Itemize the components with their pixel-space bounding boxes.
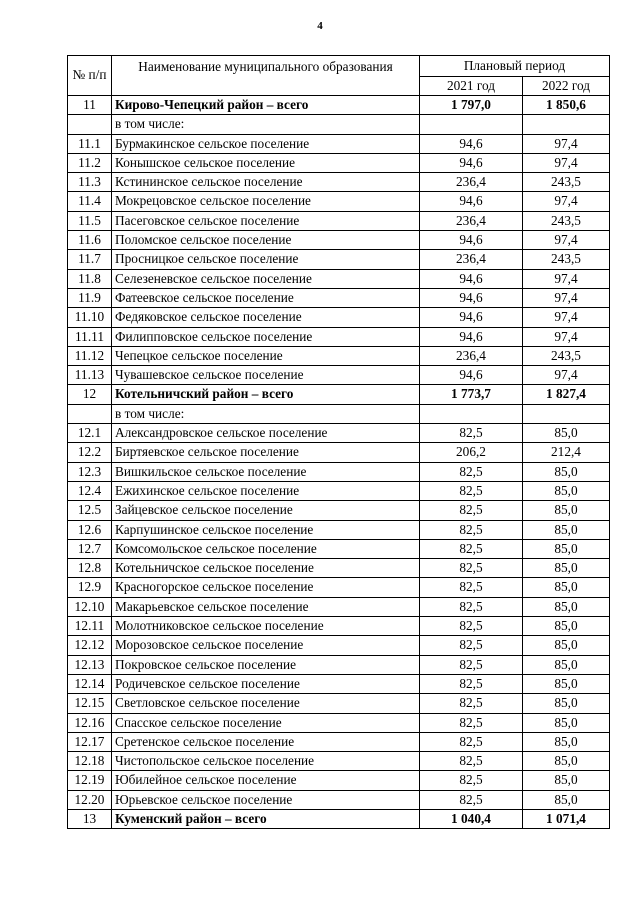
- header-name: Наименование муниципального образования: [112, 56, 420, 96]
- row-number: 11.2: [68, 153, 112, 172]
- table-row: [68, 443, 610, 462]
- row-value-2021: 1 797,0: [420, 96, 523, 115]
- row-value-2021: 1 040,4: [420, 809, 523, 828]
- table-row: [68, 173, 610, 192]
- row-value-2021: 94,6: [420, 192, 523, 211]
- row-value-2021: 82,5: [420, 713, 523, 732]
- header-year-2021: 2021 год: [420, 77, 523, 96]
- row-name: в том числе:: [112, 115, 420, 134]
- row-number: 11.12: [68, 346, 112, 365]
- table-row: [68, 578, 610, 597]
- row-name: Фатеевское сельское поселение: [112, 288, 420, 307]
- row-value-2022: 85,0: [523, 424, 610, 443]
- row-name: Просницкое сельское поселение: [112, 250, 420, 269]
- row-name: Юбилейное сельское поселение: [112, 771, 420, 790]
- row-name: Красногорское сельское поселение: [112, 578, 420, 597]
- row-value-2022: 97,4: [523, 288, 610, 307]
- row-name: в том числе:: [112, 404, 420, 423]
- row-value-2021: 82,5: [420, 481, 523, 500]
- row-value-2021: 82,5: [420, 790, 523, 809]
- row-value-2021: 82,5: [420, 771, 523, 790]
- table-row: [68, 501, 610, 520]
- row-value-2021: [420, 115, 523, 134]
- table-row: [68, 790, 610, 809]
- row-name: Куменский район – всего: [112, 809, 420, 828]
- row-value-2021: 82,5: [420, 424, 523, 443]
- row-value-2021: 94,6: [420, 327, 523, 346]
- row-value-2021: 82,5: [420, 462, 523, 481]
- row-number: 11.9: [68, 288, 112, 307]
- table-row: [68, 192, 610, 211]
- table-row: [68, 153, 610, 172]
- row-number: 11.8: [68, 269, 112, 288]
- row-value-2022: 85,0: [523, 674, 610, 693]
- row-value-2021: 82,5: [420, 732, 523, 751]
- row-name: Комсомольское сельское поселение: [112, 539, 420, 558]
- row-value-2021: 236,4: [420, 346, 523, 365]
- row-value-2022: 97,4: [523, 231, 610, 250]
- row-value-2022: 243,5: [523, 173, 610, 192]
- row-number: [68, 404, 112, 423]
- row-value-2022: 1 827,4: [523, 385, 610, 404]
- row-name: Александровское сельское поселение: [112, 424, 420, 443]
- table-row: [68, 636, 610, 655]
- row-name: Котельничский район – всего: [112, 385, 420, 404]
- row-name: Юрьевское сельское поселение: [112, 790, 420, 809]
- table-row: [68, 115, 610, 134]
- table-row: [68, 539, 610, 558]
- table-row: [68, 346, 610, 365]
- row-number: 12.9: [68, 578, 112, 597]
- table-row: [68, 713, 610, 732]
- row-value-2022: 243,5: [523, 346, 610, 365]
- row-name: Котельничское сельское поселение: [112, 559, 420, 578]
- table-row: [68, 231, 610, 250]
- budget-table: [67, 55, 610, 829]
- row-name: Морозовское сельское поселение: [112, 636, 420, 655]
- row-number: 11.7: [68, 250, 112, 269]
- table-row: [68, 134, 610, 153]
- row-value-2021: 82,5: [420, 674, 523, 693]
- row-value-2022: 85,0: [523, 481, 610, 500]
- row-name: Филипповское сельское поселение: [112, 327, 420, 346]
- row-name: Вишкильское сельское поселение: [112, 462, 420, 481]
- table-row: [68, 211, 610, 230]
- table-row: [68, 250, 610, 269]
- row-number: 11.11: [68, 327, 112, 346]
- table-row: [68, 520, 610, 539]
- row-number: 12.1: [68, 424, 112, 443]
- row-name: Кстининское сельское поселение: [112, 173, 420, 192]
- table-row: [68, 694, 610, 713]
- table-row: [68, 308, 610, 327]
- table-row: [68, 481, 610, 500]
- row-value-2022: 1 071,4: [523, 809, 610, 828]
- table-row: [68, 327, 610, 346]
- header-year-2022: 2022 год: [523, 77, 610, 96]
- row-value-2022: 85,0: [523, 501, 610, 520]
- row-value-2022: 85,0: [523, 539, 610, 558]
- row-number: 11.6: [68, 231, 112, 250]
- row-value-2022: 85,0: [523, 578, 610, 597]
- row-value-2022: 85,0: [523, 559, 610, 578]
- row-name: Покровское сельское поселение: [112, 655, 420, 674]
- row-name: Сретенское сельское поселение: [112, 732, 420, 751]
- row-value-2021: 94,6: [420, 134, 523, 153]
- table-row: [68, 732, 610, 751]
- row-value-2022: 85,0: [523, 752, 610, 771]
- row-value-2021: 94,6: [420, 153, 523, 172]
- row-number: 12.15: [68, 694, 112, 713]
- row-number: 12.5: [68, 501, 112, 520]
- row-number: 12.12: [68, 636, 112, 655]
- row-number: 12.7: [68, 539, 112, 558]
- table-row-total: [68, 96, 610, 115]
- row-value-2021: 82,5: [420, 520, 523, 539]
- row-value-2021: 236,4: [420, 250, 523, 269]
- row-number: 12: [68, 385, 112, 404]
- row-value-2022: 97,4: [523, 269, 610, 288]
- row-value-2022: 85,0: [523, 462, 610, 481]
- row-number: 12.17: [68, 732, 112, 751]
- row-name: Спасское сельское поселение: [112, 713, 420, 732]
- row-value-2022: 97,4: [523, 366, 610, 385]
- row-name: Карпушинское сельское поселение: [112, 520, 420, 539]
- row-value-2021: 82,5: [420, 655, 523, 674]
- row-value-2022: 85,0: [523, 732, 610, 751]
- row-number: 12.4: [68, 481, 112, 500]
- row-value-2022: 85,0: [523, 617, 610, 636]
- row-value-2022: 97,4: [523, 153, 610, 172]
- row-value-2021: 82,5: [420, 559, 523, 578]
- row-number: 11.3: [68, 173, 112, 192]
- table-row-total: [68, 385, 610, 404]
- row-number: 12.10: [68, 597, 112, 616]
- row-value-2022: 85,0: [523, 790, 610, 809]
- row-value-2021: 94,6: [420, 231, 523, 250]
- row-value-2022: 85,0: [523, 597, 610, 616]
- row-name: Биртяевское сельское поселение: [112, 443, 420, 462]
- row-number: 11.5: [68, 211, 112, 230]
- table-row: [68, 462, 610, 481]
- table-body: [68, 96, 610, 829]
- row-value-2022: 97,4: [523, 134, 610, 153]
- table-row: [68, 404, 610, 423]
- row-value-2022: 243,5: [523, 211, 610, 230]
- row-number: [68, 115, 112, 134]
- row-value-2021: 94,6: [420, 366, 523, 385]
- row-name: Зайцевское сельское поселение: [112, 501, 420, 520]
- row-number: 12.6: [68, 520, 112, 539]
- header-number: № п/п: [68, 56, 112, 96]
- row-value-2021: 236,4: [420, 173, 523, 192]
- row-value-2022: 1 850,6: [523, 96, 610, 115]
- row-value-2021: 82,5: [420, 501, 523, 520]
- row-value-2022: [523, 115, 610, 134]
- row-value-2021: [420, 404, 523, 423]
- row-value-2021: 1 773,7: [420, 385, 523, 404]
- row-value-2022: 97,4: [523, 308, 610, 327]
- row-name: Бурмакинское сельское поселение: [112, 134, 420, 153]
- row-value-2021: 94,6: [420, 288, 523, 307]
- row-number: 13: [68, 809, 112, 828]
- row-number: 12.16: [68, 713, 112, 732]
- row-name: Молотниковское сельское поселение: [112, 617, 420, 636]
- row-number: 12.11: [68, 617, 112, 636]
- row-value-2022: 212,4: [523, 443, 610, 462]
- table-row: [68, 617, 610, 636]
- row-value-2021: 82,5: [420, 752, 523, 771]
- row-name: Чувашевское сельское поселение: [112, 366, 420, 385]
- row-value-2022: 85,0: [523, 694, 610, 713]
- table-row: [68, 597, 610, 616]
- row-name: Чистопольское сельское поселение: [112, 752, 420, 771]
- row-number: 12.2: [68, 443, 112, 462]
- table-row: [68, 366, 610, 385]
- row-value-2021: 94,6: [420, 269, 523, 288]
- row-number: 11.10: [68, 308, 112, 327]
- row-name: Конышское сельское поселение: [112, 153, 420, 172]
- row-value-2021: 82,5: [420, 578, 523, 597]
- row-name: Федяковское сельское поселение: [112, 308, 420, 327]
- table-row: [68, 288, 610, 307]
- row-name: Пасеговское сельское поселение: [112, 211, 420, 230]
- row-number: 12.8: [68, 559, 112, 578]
- table-row: [68, 559, 610, 578]
- row-number: 12.3: [68, 462, 112, 481]
- row-name: Селезеневское сельское поселение: [112, 269, 420, 288]
- row-value-2021: 82,5: [420, 694, 523, 713]
- row-number: 11.4: [68, 192, 112, 211]
- row-value-2022: 97,4: [523, 192, 610, 211]
- row-value-2021: 236,4: [420, 211, 523, 230]
- row-number: 11: [68, 96, 112, 115]
- row-name: Макарьевское сельское поселение: [112, 597, 420, 616]
- table-row: [68, 771, 610, 790]
- row-value-2021: 82,5: [420, 636, 523, 655]
- table-row: [68, 674, 610, 693]
- row-number: 12.14: [68, 674, 112, 693]
- row-value-2022: 85,0: [523, 520, 610, 539]
- header-period: Плановый период: [420, 56, 610, 77]
- table-header: [68, 56, 610, 96]
- row-value-2022: 85,0: [523, 713, 610, 732]
- row-value-2022: 85,0: [523, 655, 610, 674]
- page-number: 4: [317, 20, 323, 32]
- table-row-total: [68, 809, 610, 828]
- row-value-2021: 206,2: [420, 443, 523, 462]
- row-value-2022: [523, 404, 610, 423]
- row-value-2022: 85,0: [523, 771, 610, 790]
- row-name: Мокрецовское сельское поселение: [112, 192, 420, 211]
- table-row: [68, 424, 610, 443]
- row-value-2021: 82,5: [420, 617, 523, 636]
- table-row: [68, 655, 610, 674]
- row-name: Кирово-Чепецкий район – всего: [112, 96, 420, 115]
- table-row: [68, 269, 610, 288]
- row-value-2021: 94,6: [420, 308, 523, 327]
- row-number: 11.1: [68, 134, 112, 153]
- row-value-2021: 82,5: [420, 539, 523, 558]
- row-number: 12.18: [68, 752, 112, 771]
- row-name: Ежихинское сельское поселение: [112, 481, 420, 500]
- row-name: Чепецкое сельское поселение: [112, 346, 420, 365]
- row-value-2022: 97,4: [523, 327, 610, 346]
- row-name: Родичевское сельское поселение: [112, 674, 420, 693]
- row-value-2022: 85,0: [523, 636, 610, 655]
- row-name: Светловское сельское поселение: [112, 694, 420, 713]
- row-number: 12.19: [68, 771, 112, 790]
- row-name: Поломское сельское поселение: [112, 231, 420, 250]
- row-value-2022: 243,5: [523, 250, 610, 269]
- table-row: [68, 752, 610, 771]
- row-number: 12.20: [68, 790, 112, 809]
- row-number: 11.13: [68, 366, 112, 385]
- row-number: 12.13: [68, 655, 112, 674]
- row-value-2021: 82,5: [420, 597, 523, 616]
